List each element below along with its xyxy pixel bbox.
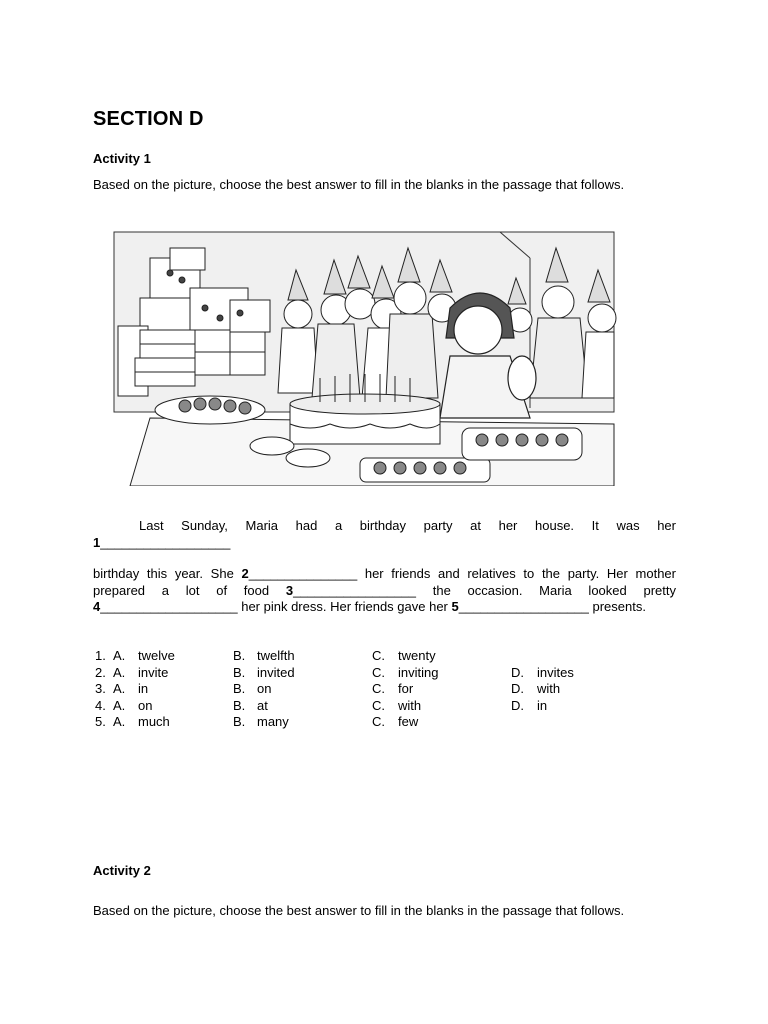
option-row-4: [93, 698, 613, 715]
option-d-letter: D.: [511, 697, 524, 713]
blank-3-line: _________________: [293, 582, 416, 598]
option-b-text: twelfth: [257, 648, 295, 663]
option-c-text: inviting: [398, 664, 439, 680]
option-a-text: invite: [138, 664, 169, 680]
activity-2-title: Activity 2: [93, 863, 151, 878]
option-c-letter: C.: [372, 681, 385, 696]
option-row-3: [93, 681, 613, 698]
passage-text-2a: birthday this year. She: [93, 566, 242, 581]
passage-line-1: Last Sunday, Maria had a birthday party at her house. It was her: [139, 518, 676, 533]
option-c-letter: C.: [372, 648, 385, 663]
question-number: 1.: [95, 648, 106, 663]
option-c-text: twenty: [398, 648, 436, 663]
option-a-letter: A.: [113, 664, 126, 680]
section-title: SECTION D: [93, 108, 204, 130]
option-row-2: [93, 665, 613, 682]
option-b-letter: B.: [233, 664, 246, 680]
activity-1-instruction: Based on the picture, choose the best answer to fill in the blanks in the passage that follows.: [93, 177, 625, 192]
blank-2-line: _______________: [248, 566, 358, 581]
activity-1-title: Activity 1: [93, 151, 151, 166]
passage-text-5b: presents.: [588, 599, 646, 614]
answer-options: [93, 648, 613, 731]
option-b-text: many: [257, 714, 289, 729]
blank-1-number: 1: [93, 535, 101, 550]
option-c-text: few: [398, 714, 419, 729]
blank-4-number: 4: [93, 599, 101, 614]
option-a-text: in: [138, 681, 149, 696]
birthday-party-illustration: [110, 218, 622, 486]
option-a-letter: A.: [113, 648, 126, 663]
option-d-text: in: [537, 697, 548, 713]
option-a-letter: A.: [113, 697, 126, 713]
option-a-text: on: [138, 697, 153, 713]
option-row-5: [93, 714, 613, 731]
option-b-text: at: [257, 697, 268, 713]
option-b-letter: B.: [233, 681, 246, 696]
blank-2-number: 2: [241, 566, 249, 581]
option-b-letter: B.: [233, 648, 246, 663]
question-number: 5.: [95, 714, 106, 729]
option-c-letter: C.: [372, 664, 385, 680]
blank-4-line: ___________________: [100, 599, 238, 614]
option-row-1: [93, 648, 613, 665]
option-b-text: invited: [257, 664, 295, 680]
option-c-letter: C.: [372, 697, 385, 713]
option-d-letter: D.: [511, 664, 524, 680]
question-number: 2.: [95, 664, 106, 680]
blank-5-number: 5: [451, 599, 459, 614]
option-c-letter: C.: [372, 714, 385, 729]
passage-body: [93, 566, 676, 616]
option-c-text: for: [398, 681, 414, 696]
option-a-text: much: [138, 714, 170, 729]
blank-1-line: __________________: [100, 535, 231, 550]
option-d-letter: D.: [511, 681, 524, 696]
question-number: 4.: [95, 697, 106, 713]
option-b-letter: B.: [233, 697, 246, 713]
option-c-text: with: [398, 697, 422, 713]
option-b-text: on: [257, 681, 272, 696]
option-d-text: invites: [537, 664, 574, 680]
option-b-letter: B.: [233, 714, 246, 729]
activity-2-instruction: Based on the picture, choose the best answer to fill in the blanks in the passage that follows.: [93, 903, 625, 918]
blank-5-line: __________________: [458, 599, 589, 614]
option-a-letter: A.: [113, 714, 126, 729]
passage-text-4b: her pink dress. Her friends gave her: [237, 599, 452, 614]
option-a-letter: A.: [113, 681, 126, 696]
question-number: 3.: [95, 681, 106, 696]
passage-blank-1: [93, 535, 676, 552]
option-d-text: with: [537, 681, 561, 696]
option-a-text: twelve: [138, 648, 175, 663]
passage-text-2b: her friends and relatives to the party. Her mother prepared a lot of food: [93, 566, 676, 598]
blank-3-number: 3: [285, 582, 294, 598]
passage-text-3b: the occasion. Maria looked pretty: [415, 582, 676, 598]
